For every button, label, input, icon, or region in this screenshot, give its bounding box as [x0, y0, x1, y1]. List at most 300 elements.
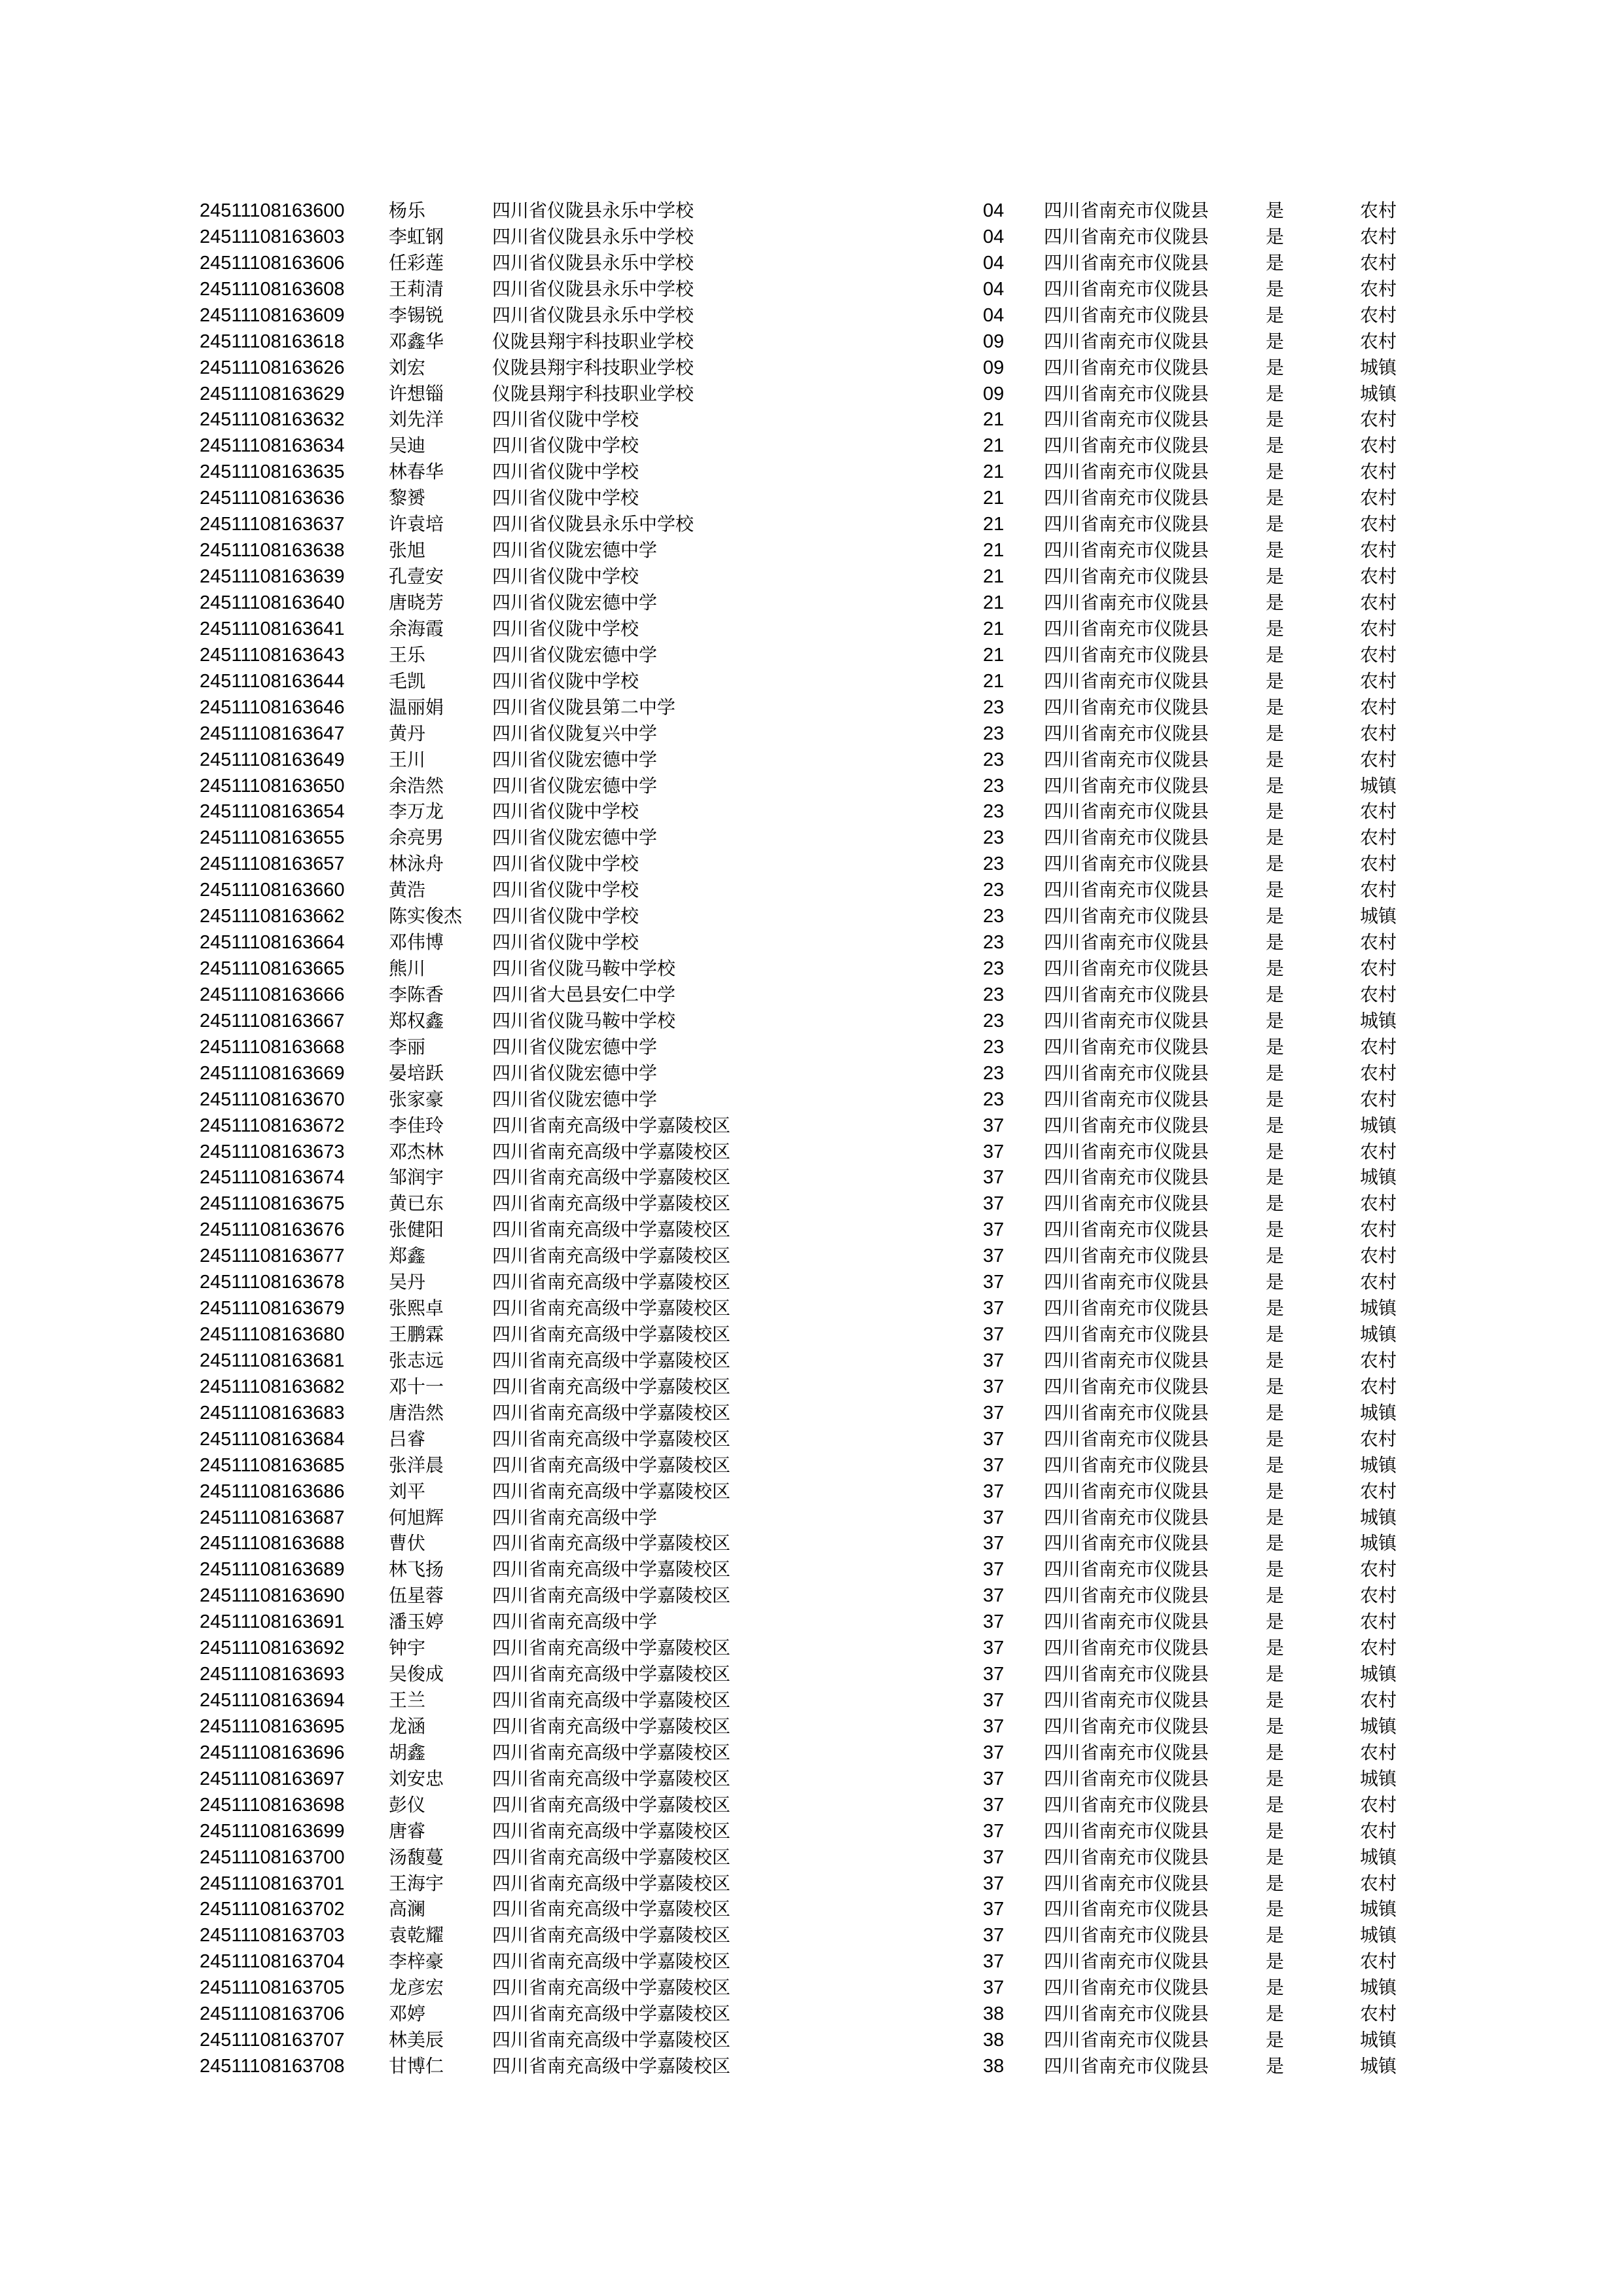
id-cell: 24511108163644 [200, 670, 345, 692]
school-cell: 四川省南充高级中学嘉陵校区 [492, 1977, 731, 1999]
region-cell: 四川省南充市仪陇县 [1044, 1663, 1209, 1685]
table-row [0, 956, 1623, 982]
area-cell: 农村 [1360, 408, 1397, 431]
name-cell: 钟宇 [389, 1637, 426, 1659]
flag-cell: 是 [1266, 1035, 1285, 1058]
region-cell: 四川省南充市仪陇县 [1044, 251, 1209, 274]
id-cell: 24511108163702 [200, 1899, 345, 1920]
area-cell: 农村 [1360, 1950, 1397, 1973]
area-cell: 农村 [1360, 330, 1397, 352]
code-cell: 04 [983, 252, 1005, 274]
school-cell: 四川省仪陇宏德中学 [492, 827, 658, 849]
code-cell: 21 [983, 670, 1005, 692]
region-cell: 四川省南充市仪陇县 [1044, 1166, 1209, 1189]
school-cell: 四川省仪陇县永乐中学校 [492, 251, 694, 274]
area-cell: 城镇 [1360, 1715, 1397, 1737]
code-cell: 23 [983, 1088, 1005, 1110]
name-cell: 晏培跃 [389, 1062, 444, 1084]
school-cell: 四川省仪陇中学校 [492, 565, 639, 587]
region-cell: 四川省南充市仪陇县 [1044, 1245, 1209, 1267]
name-cell: 温丽娟 [389, 696, 444, 718]
code-cell: 21 [983, 644, 1005, 666]
region-cell: 四川省南充市仪陇县 [1044, 1793, 1209, 1816]
id-cell: 24511108163677 [200, 1246, 345, 1267]
name-cell: 郑鑫 [389, 1245, 426, 1267]
area-cell: 农村 [1360, 879, 1397, 901]
area-cell: 农村 [1360, 827, 1397, 849]
code-cell: 37 [983, 1480, 1005, 1502]
table-row [0, 485, 1623, 511]
name-cell: 伍星蓉 [389, 1585, 444, 1607]
code-cell: 37 [983, 1533, 1005, 1554]
code-cell: 23 [983, 906, 1005, 927]
name-cell: 王乐 [389, 643, 426, 666]
code-cell: 37 [983, 1193, 1005, 1215]
name-cell: 李万龙 [389, 800, 444, 823]
region-cell: 四川省南充市仪陇县 [1044, 2029, 1209, 2051]
code-cell: 37 [983, 1167, 1005, 1189]
region-cell: 四川省南充市仪陇县 [1044, 617, 1209, 639]
table-row [0, 1217, 1623, 1243]
school-cell: 四川省南充高级中学嘉陵校区 [492, 1454, 731, 1476]
table-row [0, 642, 1623, 668]
area-cell: 农村 [1360, 1558, 1397, 1581]
table-row [0, 903, 1623, 929]
region-cell: 四川省南充市仪陇县 [1044, 1585, 1209, 1607]
id-cell: 24511108163638 [200, 540, 345, 562]
region-cell: 四川省南充市仪陇县 [1044, 1062, 1209, 1084]
area-cell: 城镇 [1360, 1506, 1397, 1528]
code-cell: 23 [983, 723, 1005, 744]
flag-cell: 是 [1266, 1506, 1285, 1528]
flag-cell: 是 [1266, 748, 1285, 770]
school-cell: 仪陇县翔宇科技职业学校 [492, 330, 694, 352]
name-cell: 胡鑫 [389, 1741, 426, 1763]
id-cell: 24511108163669 [200, 1062, 345, 1084]
name-cell: 余海霞 [389, 617, 444, 639]
area-cell: 农村 [1360, 225, 1397, 247]
id-cell: 24511108163697 [200, 1768, 345, 1789]
school-cell: 四川省南充高级中学嘉陵校区 [492, 1271, 731, 1293]
id-cell: 24511108163629 [200, 383, 345, 404]
name-cell: 汤馥蔓 [389, 1846, 444, 1868]
school-cell: 四川省南充高级中学嘉陵校区 [492, 1689, 731, 1711]
table-row [0, 355, 1623, 381]
flag-cell: 是 [1266, 1140, 1285, 1162]
code-cell: 37 [983, 1559, 1005, 1581]
area-cell: 农村 [1360, 1872, 1397, 1894]
region-cell: 四川省南充市仪陇县 [1044, 1454, 1209, 1476]
region-cell: 四川省南充市仪陇县 [1044, 1140, 1209, 1162]
area-cell: 农村 [1360, 1349, 1397, 1371]
area-cell: 农村 [1360, 1741, 1397, 1763]
id-cell: 24511108163688 [200, 1533, 345, 1554]
id-cell: 24511108163646 [200, 696, 345, 718]
flag-cell: 是 [1266, 1480, 1285, 1502]
area-cell: 农村 [1360, 983, 1397, 1005]
name-cell: 刘宏 [389, 356, 426, 378]
name-cell: 李锡锐 [389, 304, 444, 326]
region-cell: 四川省南充市仪陇县 [1044, 461, 1209, 483]
code-cell: 37 [983, 1272, 1005, 1293]
flag-cell: 是 [1266, 643, 1285, 666]
area-cell: 农村 [1360, 617, 1397, 639]
flag-cell: 是 [1266, 1532, 1285, 1554]
code-cell: 21 [983, 566, 1005, 587]
region-cell: 四川省南充市仪陇县 [1044, 1637, 1209, 1659]
table-row [0, 1818, 1623, 1844]
table-row [0, 2053, 1623, 2079]
school-cell: 四川省仪陇县永乐中学校 [492, 200, 694, 221]
region-cell: 四川省南充市仪陇县 [1044, 670, 1209, 692]
flag-cell: 是 [1266, 958, 1285, 979]
flag-cell: 是 [1266, 356, 1285, 378]
id-cell: 24511108163699 [200, 1820, 345, 1842]
table-row [0, 1896, 1623, 1922]
flag-cell: 是 [1266, 304, 1285, 326]
code-cell: 23 [983, 958, 1005, 979]
area-cell: 城镇 [1360, 1767, 1397, 1789]
name-cell: 邓婷 [389, 2003, 426, 2025]
school-cell: 四川省南充高级中学 [492, 1506, 658, 1528]
school-cell: 四川省南充高级中学嘉陵校区 [492, 1793, 731, 1816]
code-cell: 37 [983, 1141, 1005, 1162]
code-cell: 04 [983, 200, 1005, 221]
table-row [0, 564, 1623, 590]
region-cell: 四川省南充市仪陇县 [1044, 1009, 1209, 1031]
flag-cell: 是 [1266, 800, 1285, 823]
id-cell: 24511108163686 [200, 1480, 345, 1502]
flag-cell: 是 [1266, 278, 1285, 300]
name-cell: 邹润宇 [389, 1166, 444, 1189]
region-cell: 四川省南充市仪陇县 [1044, 382, 1209, 404]
region-cell: 四川省南充市仪陇县 [1044, 2055, 1209, 2077]
code-cell: 21 [983, 461, 1005, 483]
school-cell: 四川省南充高级中学嘉陵校区 [492, 1140, 731, 1162]
area-cell: 城镇 [1360, 1009, 1397, 1031]
id-cell: 24511108163635 [200, 461, 345, 483]
flag-cell: 是 [1266, 879, 1285, 901]
code-cell: 37 [983, 1899, 1005, 1920]
region-cell: 四川省南充市仪陇县 [1044, 722, 1209, 744]
code-cell: 37 [983, 1742, 1005, 1763]
school-cell: 四川省仪陇中学校 [492, 905, 639, 927]
code-cell: 37 [983, 1376, 1005, 1397]
school-cell: 四川省仪陇马鞍中学校 [492, 958, 676, 979]
area-cell: 农村 [1360, 643, 1397, 666]
name-cell: 杨乐 [389, 200, 426, 221]
code-cell: 37 [983, 1219, 1005, 1241]
region-cell: 四川省南充市仪陇县 [1044, 1741, 1209, 1763]
flag-cell: 是 [1266, 931, 1285, 953]
area-cell: 城镇 [1360, 1663, 1397, 1685]
id-cell: 24511108163684 [200, 1428, 345, 1450]
code-cell: 37 [983, 1638, 1005, 1659]
name-cell: 张旭 [389, 539, 426, 562]
table-row [0, 1426, 1623, 1452]
flag-cell: 是 [1266, 1009, 1285, 1031]
id-cell: 24511108163640 [200, 592, 345, 613]
table-row [0, 1113, 1623, 1139]
id-cell: 24511108163637 [200, 514, 345, 535]
code-cell: 04 [983, 278, 1005, 300]
region-cell: 四川省南充市仪陇县 [1044, 278, 1209, 300]
area-cell: 农村 [1360, 1585, 1397, 1607]
flag-cell: 是 [1266, 1715, 1285, 1737]
code-cell: 37 [983, 1350, 1005, 1371]
school-cell: 四川省仪陇宏德中学 [492, 592, 658, 613]
table-row [0, 1348, 1623, 1374]
area-cell: 城镇 [1360, 382, 1397, 404]
school-cell: 四川省南充高级中学嘉陵校区 [492, 1950, 731, 1973]
area-cell: 农村 [1360, 800, 1397, 823]
school-cell: 四川省南充高级中学嘉陵校区 [492, 1767, 731, 1789]
table-row [0, 1661, 1623, 1687]
area-cell: 农村 [1360, 1219, 1397, 1241]
flag-cell: 是 [1266, 1219, 1285, 1241]
code-cell: 23 [983, 775, 1005, 797]
school-cell: 四川省南充高级中学嘉陵校区 [492, 1820, 731, 1842]
area-cell: 农村 [1360, 2003, 1397, 2025]
school-cell: 四川省仪陇中学校 [492, 461, 639, 483]
region-cell: 四川省南充市仪陇县 [1044, 1506, 1209, 1528]
region-cell: 四川省南充市仪陇县 [1044, 748, 1209, 770]
region-cell: 四川省南充市仪陇县 [1044, 879, 1209, 901]
table-row [0, 1164, 1623, 1191]
flag-cell: 是 [1266, 435, 1285, 457]
id-cell: 24511108163626 [200, 357, 345, 378]
name-cell: 林春华 [389, 461, 444, 483]
name-cell: 余亮男 [389, 827, 444, 849]
id-cell: 24511108163655 [200, 827, 345, 849]
name-cell: 李佳玲 [389, 1114, 444, 1136]
code-cell: 09 [983, 357, 1005, 378]
region-cell: 四川省南充市仪陇县 [1044, 1035, 1209, 1058]
id-cell: 24511108163608 [200, 278, 345, 300]
id-cell: 24511108163650 [200, 775, 345, 797]
school-cell: 四川省南充高级中学嘉陵校区 [492, 1480, 731, 1502]
area-cell: 农村 [1360, 1193, 1397, 1215]
school-cell: 四川省仪陇中学校 [492, 408, 639, 431]
region-cell: 四川省南充市仪陇县 [1044, 1689, 1209, 1711]
flag-cell: 是 [1266, 1297, 1285, 1319]
region-cell: 四川省南充市仪陇县 [1044, 643, 1209, 666]
region-cell: 四川省南充市仪陇县 [1044, 408, 1209, 431]
id-cell: 24511108163701 [200, 1873, 345, 1894]
table-row [0, 1060, 1623, 1086]
school-cell: 四川省南充高级中学 [492, 1611, 658, 1633]
code-cell: 23 [983, 827, 1005, 849]
area-cell: 城镇 [1360, 2029, 1397, 2051]
area-cell: 农村 [1360, 1611, 1397, 1633]
flag-cell: 是 [1266, 1663, 1285, 1685]
school-cell: 四川省仪陇县永乐中学校 [492, 278, 694, 300]
code-cell: 37 [983, 1428, 1005, 1450]
area-cell: 城镇 [1360, 905, 1397, 927]
code-cell: 37 [983, 1585, 1005, 1607]
id-cell: 24511108163692 [200, 1638, 345, 1659]
area-cell: 农村 [1360, 722, 1397, 744]
id-cell: 24511108163641 [200, 618, 345, 639]
name-cell: 张志远 [389, 1349, 444, 1371]
area-cell: 城镇 [1360, 1166, 1397, 1189]
id-cell: 24511108163706 [200, 2003, 345, 2025]
name-cell: 郑权鑫 [389, 1009, 444, 1031]
region-cell: 四川省南充市仪陇县 [1044, 1375, 1209, 1397]
name-cell: 邓鑫华 [389, 330, 444, 352]
code-cell: 23 [983, 932, 1005, 953]
region-cell: 四川省南充市仪陇县 [1044, 1846, 1209, 1868]
id-cell: 24511108163654 [200, 801, 345, 823]
id-cell: 24511108163676 [200, 1219, 345, 1241]
table-row [0, 381, 1623, 407]
flag-cell: 是 [1266, 1977, 1285, 1999]
id-cell: 24511108163693 [200, 1664, 345, 1685]
region-cell: 四川省南充市仪陇县 [1044, 356, 1209, 378]
region-cell: 四川省南充市仪陇县 [1044, 2003, 1209, 2025]
code-cell: 21 [983, 488, 1005, 509]
area-cell: 农村 [1360, 304, 1397, 326]
name-cell: 唐浩然 [389, 1401, 444, 1424]
name-cell: 何旭辉 [389, 1506, 444, 1528]
region-cell: 四川省南充市仪陇县 [1044, 1558, 1209, 1581]
name-cell: 王鹏霖 [389, 1323, 444, 1345]
code-cell: 37 [983, 1977, 1005, 1999]
area-cell: 城镇 [1360, 1898, 1397, 1920]
region-cell: 四川省南充市仪陇县 [1044, 1349, 1209, 1371]
code-cell: 21 [983, 592, 1005, 613]
flag-cell: 是 [1266, 670, 1285, 692]
table-row [0, 511, 1623, 537]
id-cell: 24511108163667 [200, 1010, 345, 1031]
code-cell: 23 [983, 1062, 1005, 1084]
id-cell: 24511108163700 [200, 1846, 345, 1868]
table-row [0, 250, 1623, 276]
school-cell: 四川省仪陇县永乐中学校 [492, 225, 694, 247]
id-cell: 24511108163708 [200, 2056, 345, 2077]
id-cell: 24511108163606 [200, 252, 345, 274]
school-cell: 四川省仪陇宏德中学 [492, 1035, 658, 1058]
region-cell: 四川省南充市仪陇县 [1044, 1401, 1209, 1424]
table-row [0, 747, 1623, 773]
table-row [0, 590, 1623, 616]
flag-cell: 是 [1266, 696, 1285, 718]
school-cell: 四川省仪陇中学校 [492, 800, 639, 823]
table-row [0, 1713, 1623, 1740]
flag-cell: 是 [1266, 382, 1285, 404]
code-cell: 23 [983, 696, 1005, 718]
table-row [0, 721, 1623, 747]
school-cell: 四川省仪陇中学校 [492, 435, 639, 457]
table-row [0, 773, 1623, 799]
area-cell: 农村 [1360, 200, 1397, 221]
area-cell: 城镇 [1360, 1114, 1397, 1136]
table-row [0, 224, 1623, 250]
flag-cell: 是 [1266, 1558, 1285, 1581]
area-cell: 农村 [1360, 748, 1397, 770]
flag-cell: 是 [1266, 461, 1285, 483]
region-cell: 四川省南充市仪陇县 [1044, 1088, 1209, 1110]
code-cell: 04 [983, 304, 1005, 326]
name-cell: 刘平 [389, 1480, 426, 1502]
flag-cell: 是 [1266, 1611, 1285, 1633]
area-cell: 城镇 [1360, 1924, 1397, 1946]
school-cell: 四川省南充高级中学嘉陵校区 [492, 1872, 731, 1894]
area-cell: 城镇 [1360, 1454, 1397, 1476]
flag-cell: 是 [1266, 513, 1285, 535]
id-cell: 24511108163681 [200, 1350, 345, 1371]
code-cell: 09 [983, 383, 1005, 404]
school-cell: 四川省仪陇中学校 [492, 879, 639, 901]
id-cell: 24511108163666 [200, 984, 345, 1005]
name-cell: 刘先洋 [389, 408, 444, 431]
id-cell: 24511108163639 [200, 566, 345, 587]
table-row [0, 1374, 1623, 1400]
table-row [0, 276, 1623, 302]
code-cell: 21 [983, 409, 1005, 431]
school-cell: 四川省南充高级中学嘉陵校区 [492, 1166, 731, 1189]
name-cell: 张熙卓 [389, 1297, 444, 1319]
flag-cell: 是 [1266, 1846, 1285, 1868]
region-cell: 四川省南充市仪陇县 [1044, 1323, 1209, 1345]
area-cell: 农村 [1360, 1480, 1397, 1502]
flag-cell: 是 [1266, 225, 1285, 247]
name-cell: 吴丹 [389, 1271, 426, 1293]
area-cell: 农村 [1360, 1375, 1397, 1397]
flag-cell: 是 [1266, 1741, 1285, 1763]
name-cell: 甘博仁 [389, 2055, 444, 2077]
code-cell: 37 [983, 1846, 1005, 1868]
school-cell: 四川省南充高级中学嘉陵校区 [492, 1741, 731, 1763]
id-cell: 24511108163687 [200, 1507, 345, 1528]
table-row [0, 1452, 1623, 1479]
school-cell: 四川省南充高级中学嘉陵校区 [492, 2029, 731, 2051]
id-cell: 24511108163690 [200, 1585, 345, 1607]
flag-cell: 是 [1266, 1062, 1285, 1084]
region-cell: 四川省南充市仪陇县 [1044, 539, 1209, 562]
name-cell: 李丽 [389, 1035, 426, 1058]
name-cell: 龙涵 [389, 1715, 426, 1737]
area-cell: 城镇 [1360, 1297, 1397, 1319]
flag-cell: 是 [1266, 251, 1285, 274]
flag-cell: 是 [1266, 1950, 1285, 1973]
area-cell: 农村 [1360, 278, 1397, 300]
id-cell: 24511108163682 [200, 1376, 345, 1397]
code-cell: 23 [983, 801, 1005, 823]
school-cell: 四川省南充高级中学嘉陵校区 [492, 1663, 731, 1685]
area-cell: 农村 [1360, 1271, 1397, 1293]
code-cell: 23 [983, 853, 1005, 875]
id-cell: 24511108163672 [200, 1115, 345, 1136]
school-cell: 四川省仪陇县永乐中学校 [492, 304, 694, 326]
school-cell: 四川省仪陇宏德中学 [492, 748, 658, 770]
code-cell: 38 [983, 2030, 1005, 2051]
area-cell: 农村 [1360, 592, 1397, 613]
code-cell: 37 [983, 1507, 1005, 1528]
area-cell: 农村 [1360, 565, 1397, 587]
name-cell: 彭仪 [389, 1793, 426, 1816]
region-cell: 四川省南充市仪陇县 [1044, 958, 1209, 979]
school-cell: 四川省仪陇马鞍中学校 [492, 1009, 676, 1031]
region-cell: 四川省南充市仪陇县 [1044, 565, 1209, 587]
table-row [0, 1008, 1623, 1034]
flag-cell: 是 [1266, 1454, 1285, 1476]
flag-cell: 是 [1266, 774, 1285, 797]
school-cell: 四川省南充高级中学嘉陵校区 [492, 1532, 731, 1554]
name-cell: 黄丹 [389, 722, 426, 744]
school-cell: 四川省南充高级中学嘉陵校区 [492, 1375, 731, 1397]
school-cell: 四川省仪陇宏德中学 [492, 1062, 658, 1084]
